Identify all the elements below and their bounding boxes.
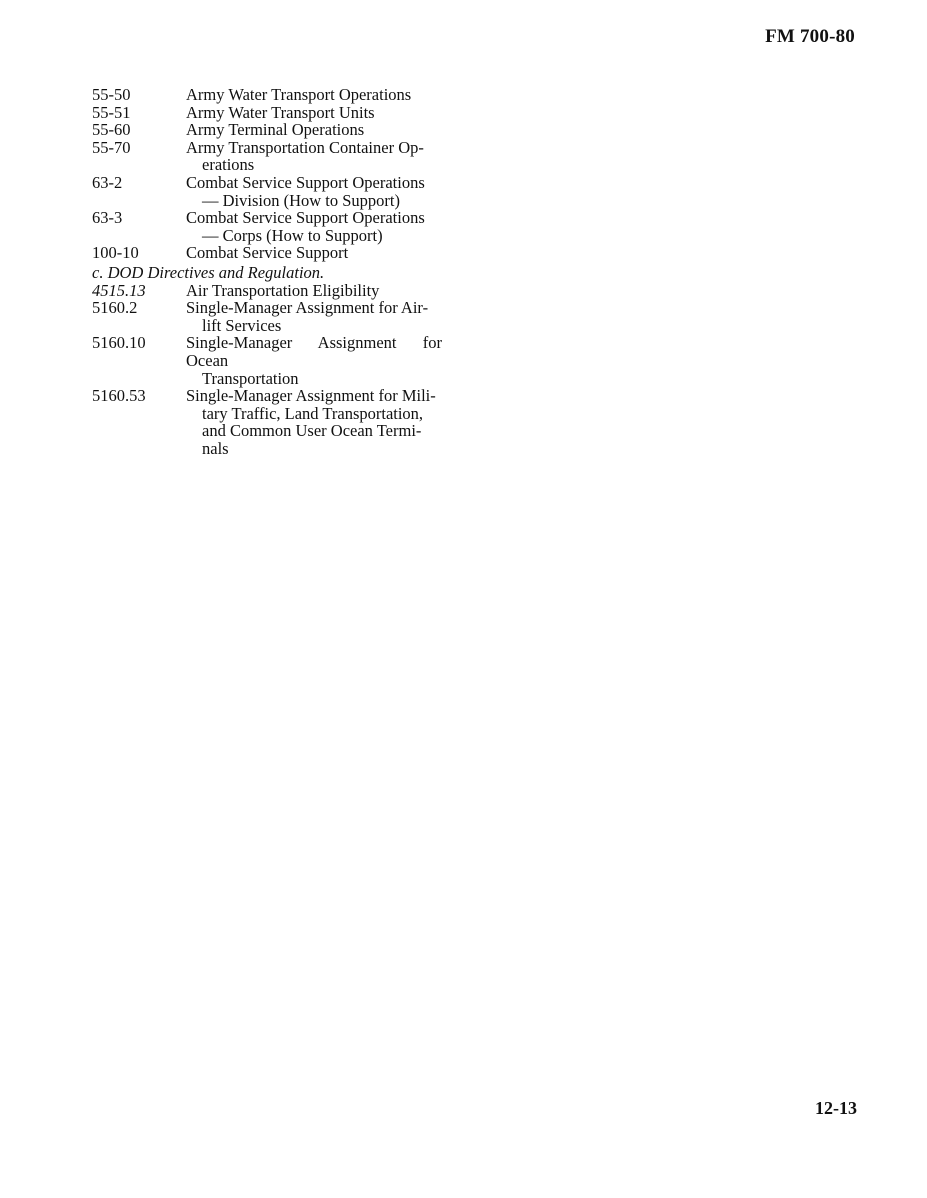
list-item bbox=[92, 299, 442, 334]
ref-number: 55-60 bbox=[92, 120, 131, 140]
list-item bbox=[92, 104, 442, 122]
ref-number: 55-50 bbox=[92, 85, 131, 104]
ref-title-continuation: tary Traffic, Land Transportation, and Common User Ocean Termi-nals bbox=[202, 403, 424, 458]
section-heading: c. DOD Directives and Regulation. bbox=[92, 262, 325, 282]
ref-title: Combat Service Support bbox=[186, 243, 349, 263]
ref-title-continuation: — Division (How to Support) bbox=[202, 190, 400, 210]
ref-number: 4515.13 bbox=[92, 280, 146, 300]
ref-title: Army Transportation Container Op- erations bbox=[186, 139, 442, 174]
list-item bbox=[92, 209, 442, 244]
list-item bbox=[92, 174, 442, 209]
ref-title: Air Transportation Eligibility bbox=[186, 280, 380, 300]
ref-title: Combat Service Support Operations — Corps (How to Support) bbox=[186, 209, 442, 244]
document-id-header: FM 700-80 bbox=[765, 26, 855, 47]
ref-number: 55-51 bbox=[92, 102, 131, 122]
ref-number: 5160.10 bbox=[92, 333, 146, 353]
list-item bbox=[92, 282, 442, 300]
list-item bbox=[92, 244, 442, 262]
ref-title-continuation: lift Services bbox=[202, 315, 282, 335]
page-number: 12-13 bbox=[815, 1098, 857, 1118]
ref-number: 100-10 bbox=[92, 243, 139, 263]
ref-title: Army Water Transport Operations bbox=[186, 85, 412, 104]
ref-number: 5160.2 bbox=[92, 298, 138, 318]
list-item bbox=[92, 334, 442, 387]
list-item bbox=[92, 121, 442, 139]
list-item bbox=[92, 387, 442, 457]
list-item bbox=[92, 86, 442, 104]
ref-title: Single-Manager Assignment for Mili- tary Traffic, Land Transportation, and Common User Ocean Termi-nals bbox=[186, 387, 442, 457]
ref-number: 63-2 bbox=[92, 172, 123, 192]
reference-list bbox=[92, 86, 442, 457]
ref-title: Combat Service Support Operations — Division (How to Support) bbox=[186, 174, 442, 209]
ref-number: 63-3 bbox=[92, 208, 123, 228]
list-item bbox=[92, 139, 442, 174]
ref-title-continuation: Transportation bbox=[202, 368, 299, 388]
ref-title: Single-Manager Assignment for Air- lift Services bbox=[186, 299, 442, 334]
ref-title: Army Terminal Operations bbox=[186, 120, 365, 140]
ref-title-continuation: — Corps (How to Support) bbox=[202, 225, 383, 245]
ref-number: 55-70 bbox=[92, 137, 131, 157]
ref-title: Army Water Transport Units bbox=[186, 102, 375, 122]
ref-number: 5160.53 bbox=[92, 386, 146, 406]
ref-title: Single-Manager Assignment for Ocean Transportation bbox=[186, 333, 442, 388]
ref-title-continuation: erations bbox=[202, 155, 255, 175]
